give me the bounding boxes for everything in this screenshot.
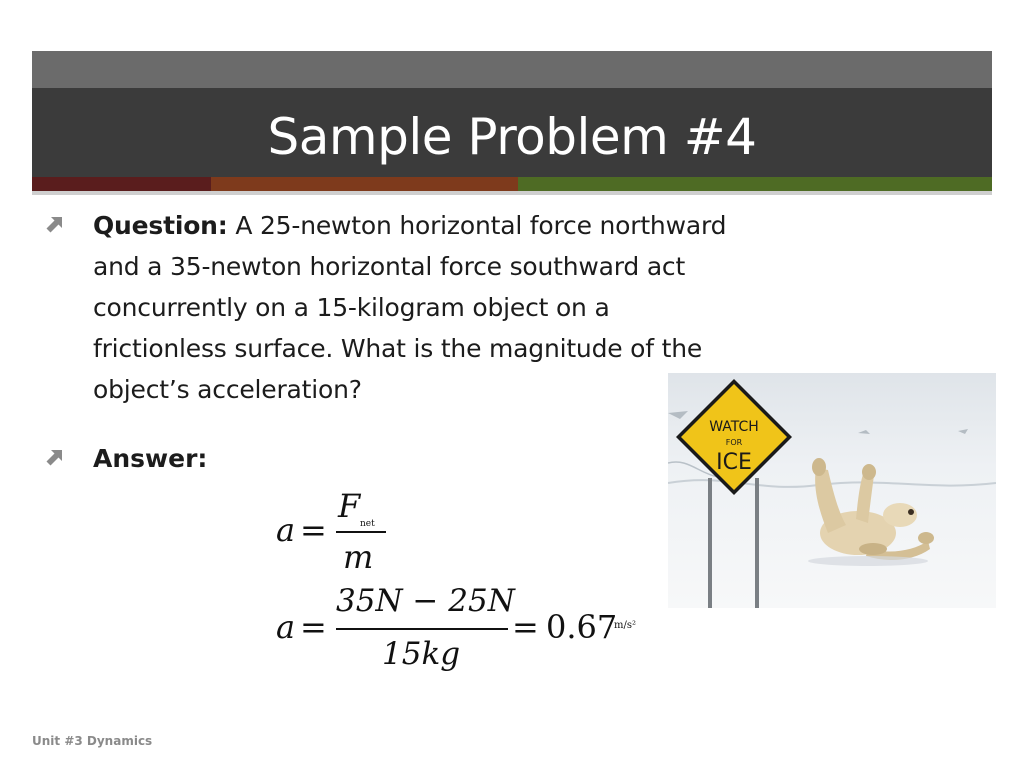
eq1-lhs: a [276,511,296,549]
eq1-fraction-bar [336,531,386,533]
polar-bear-ice-photo [668,373,996,608]
eq2-equals-2: = [512,608,539,646]
footer-unit-label: Unit #3 Dynamics [32,734,153,748]
eq1-subscript: net [360,519,375,529]
question-paragraph [93,205,733,410]
photo-illustration [668,373,996,608]
bullet-arrow-icon [46,215,64,233]
eq2-unit: m/s² [614,620,636,631]
eq2-numerator: 35N − 25N [336,583,515,619]
accent-stripe-1 [32,177,211,191]
sign-text-ice: ICE [716,450,752,475]
eq2-denominator: 15kg [382,636,461,672]
question-text: A 25-newton horizontal force northward and a 35-newton horizontal force southward act concurrently on a 15-kilogram object on a frictionless surface. What is the magnitude of the object’s acceleration? [93,211,727,404]
slide-title: Sample Problem #4 [267,107,757,166]
sign-text-for: FOR [725,438,743,447]
eq2-fraction-bar [336,628,508,630]
title-underline [32,191,992,195]
accent-stripe-3 [518,177,992,191]
eq2-lhs: a [276,608,296,646]
accent-stripe-2 [211,177,518,191]
sign-text-watch: WATCH [709,419,759,435]
eq2-equals: = [300,608,327,646]
answer-label: Answer: [93,444,208,473]
eq1-denominator: m [343,538,374,576]
title-bar [32,88,992,177]
bullet-arrow-icon [46,448,64,466]
eq1-equals: = [300,511,327,549]
question-label: Question: [93,211,228,240]
eq1-numerator: F [338,487,361,525]
eq2-result: 0.67 [546,608,618,646]
title-band-top [32,51,992,88]
